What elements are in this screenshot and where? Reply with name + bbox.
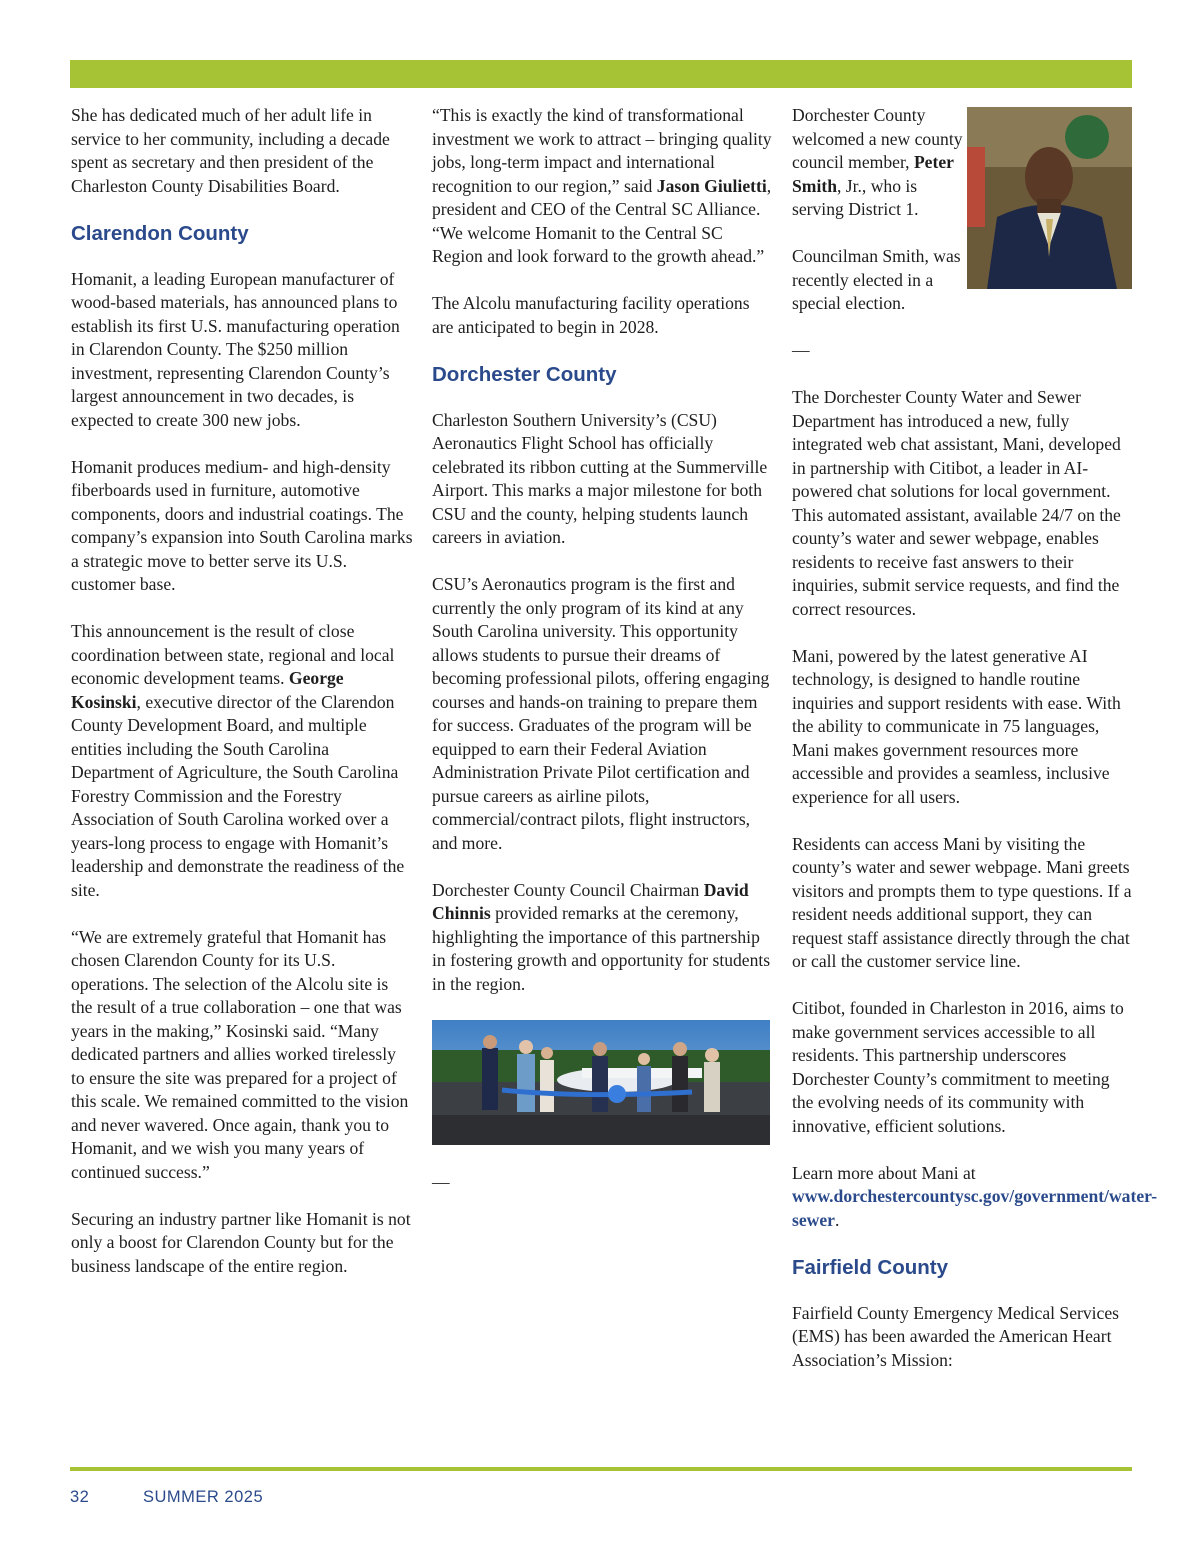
paragraph-securing-partner: Securing an industry partner like Homanit is not only a boost for Clarendon County but for the business landscape of the entire region. bbox=[71, 1208, 411, 1276]
paragraph-intro: She has dedicated much of her adult life in service to her community, including a decade spent as secretary and then president of the Charleston County Disabilities Board. bbox=[71, 105, 390, 196]
paragraph-water-sewer-chat: The Dorchester County Water and Sewer Department has introduced a new, fully integrated web chat assistant, Mani, developed in partnership with Citibot, a leader in AI-powered chat solutions for local government. This automated assistant, available 24/7 on the county’s water and sewer webpage, enables residents to receive fast answers to their inquiries, submit service requests, and find the correct resources. bbox=[792, 387, 1121, 619]
column-3 bbox=[792, 104, 1158, 1396]
name-david-chinnis: David Chinnis bbox=[432, 879, 749, 923]
heading-dorchester-county: Dorchester County bbox=[432, 362, 617, 386]
name-jason-giulietti: Jason Giulietti bbox=[656, 175, 767, 196]
name-george-kosinski: George Kosinski bbox=[71, 668, 344, 712]
paragraph-citibot: Citibot, founded in Charleston in 2016, aims to make government services accessible to all residents. This partnership underscores Dorchester County’s commitment to meeting the evolving needs of its community with innovative, efficient solutions. bbox=[792, 998, 1124, 1136]
issue-label: SUMMER 2025 bbox=[143, 1488, 264, 1506]
paragraph-coordination: This announcement is the result of close coordination between state, regional and local economic development teams. George Kosinski, executive director of the Clarendon County Development Board, and multiple entities including the South Carolina Department of Agriculture, the South Carolina Forestry Commission and the Forestry Association of South Carolina worked over a years-long process to engage with Homanit’s leadership and demonstrate the readiness of the site. bbox=[71, 621, 405, 900]
paragraph-alcolu-facility: The Alcolu manufacturing facility operations are anticipated to begin in 2028. bbox=[432, 293, 750, 337]
paragraph-mani-features: Mani, powered by the latest generative AI technology, is designed to handle routine inquiries and support residents with ease. With the ability to communicate in 75 languages, Mani makes government resources more accessible and provides a seamless, inclusive experience for all users. bbox=[792, 645, 1121, 807]
heading-fairfield-county: Fairfield County bbox=[792, 1255, 949, 1279]
paragraph-access-mani: Residents can access Mani by visiting the county’s water and sewer webpage. Mani greets visitors and prompts them to type questions. If a resident needs additional support, they can request staff assistance directly through the chat or call the customer service line. bbox=[792, 833, 1132, 971]
bottom-accent-rule bbox=[70, 1467, 1132, 1471]
paragraph-homanit-announcement: Homanit, a leading European manufacturer of wood-based materials, has announced plans to establish its first U.S. manufacturing operation in Clarendon County. The $250 million investment, representing Clarendon County’s largest announcement in two decades, is expected to create 300 new jobs. bbox=[71, 268, 400, 430]
paragraph-fairfield-ems: Fairfield County Emergency Medical Services (EMS) has been awarded the American Heart Association’s Mission: bbox=[792, 1302, 1120, 1370]
page-number: 32 bbox=[70, 1488, 90, 1506]
ribbon-cutting-photo bbox=[432, 1020, 770, 1145]
heading-clarendon-county: Clarendon County bbox=[71, 221, 249, 245]
paragraph-special-election: Councilman Smith, was recently elected in a special election. bbox=[792, 246, 961, 313]
paragraph-kosinski-quote: “We are extremely grateful that Homanit has chosen Clarendon County for its U.S. operations. The selection of the Alcolu site is the result of a true collaboration – one that was years in the making,” Kosinski said. “Many dedicated partners and allies worked tirelessly to ensure the site was prepared for a project of this scale. We remained committed to the vision and never wavered. Once again, thank you to Homanit, and we wish you many years of continued success.” bbox=[71, 926, 409, 1182]
paragraph-homanit-products: Homanit produces medium- and high-density fiberboards used in furniture, automotive components, doors and industrial coatings. The company’s expansion into South Carolina marks a strategic move to better serve its U.S. customer base. bbox=[71, 456, 413, 594]
paragraph-giulietti-quote: “This is exactly the kind of transformational investment we work to attract – bringing quality jobs, long-term impact and international recognition to our region,” said Jason Giulietti, president and CEO of the Central SC Alliance. “We welcome Homanit to the Central SC Region and look forward to the growth ahead.” bbox=[432, 105, 772, 266]
section-divider-dash: — bbox=[792, 340, 810, 360]
paragraph-chairman-remarks: Dorchester County Council Chairman David Chinnis provided remarks at the ceremony, highlighting the importance of this partnership in fostering growth and opportunity for students in the region. bbox=[432, 879, 771, 994]
column-1 bbox=[71, 104, 413, 1302]
paragraph-csu-program: CSU’s Aeronautics program is the first and currently the only program of its kind at any South Carolina university. This opportunity allows students to pursue their dreams of becoming professional pilots, offering engaging courses and hands-on training to prepare them for success. Graduates of the program will be equipped to earn their Federal Aviation Administration Private Pilot certification and pursue careers as airline pilots, commercial/contract pilots, flight instructors, and more. bbox=[432, 574, 770, 853]
section-divider-dash: — bbox=[432, 1171, 450, 1192]
column-2 bbox=[432, 104, 774, 1218]
paragraph-csu-ribbon-cutting: Charleston Southern University’s (CSU) Aeronautics Flight School has officially celebrated its ribbon cutting at the Summerville Airport. This marks a major milestone for both CSU and the county, helping students launch careers in aviation. bbox=[432, 409, 768, 547]
paragraph-peter-smith: Dorchester County welcomed a new county council member, Peter Smith, Jr., who is serving District 1. bbox=[792, 105, 963, 219]
top-accent-bar bbox=[70, 60, 1132, 88]
dorchester-water-sewer-link[interactable]: www.dorchestercountysc.gov/government/water-sewer bbox=[792, 1186, 1158, 1230]
paragraph-learn-more: Learn more about Mani at www.dorchestercountysc.gov/government/water-sewer. bbox=[792, 1162, 1158, 1230]
name-peter-smith: Peter Smith bbox=[792, 152, 954, 196]
